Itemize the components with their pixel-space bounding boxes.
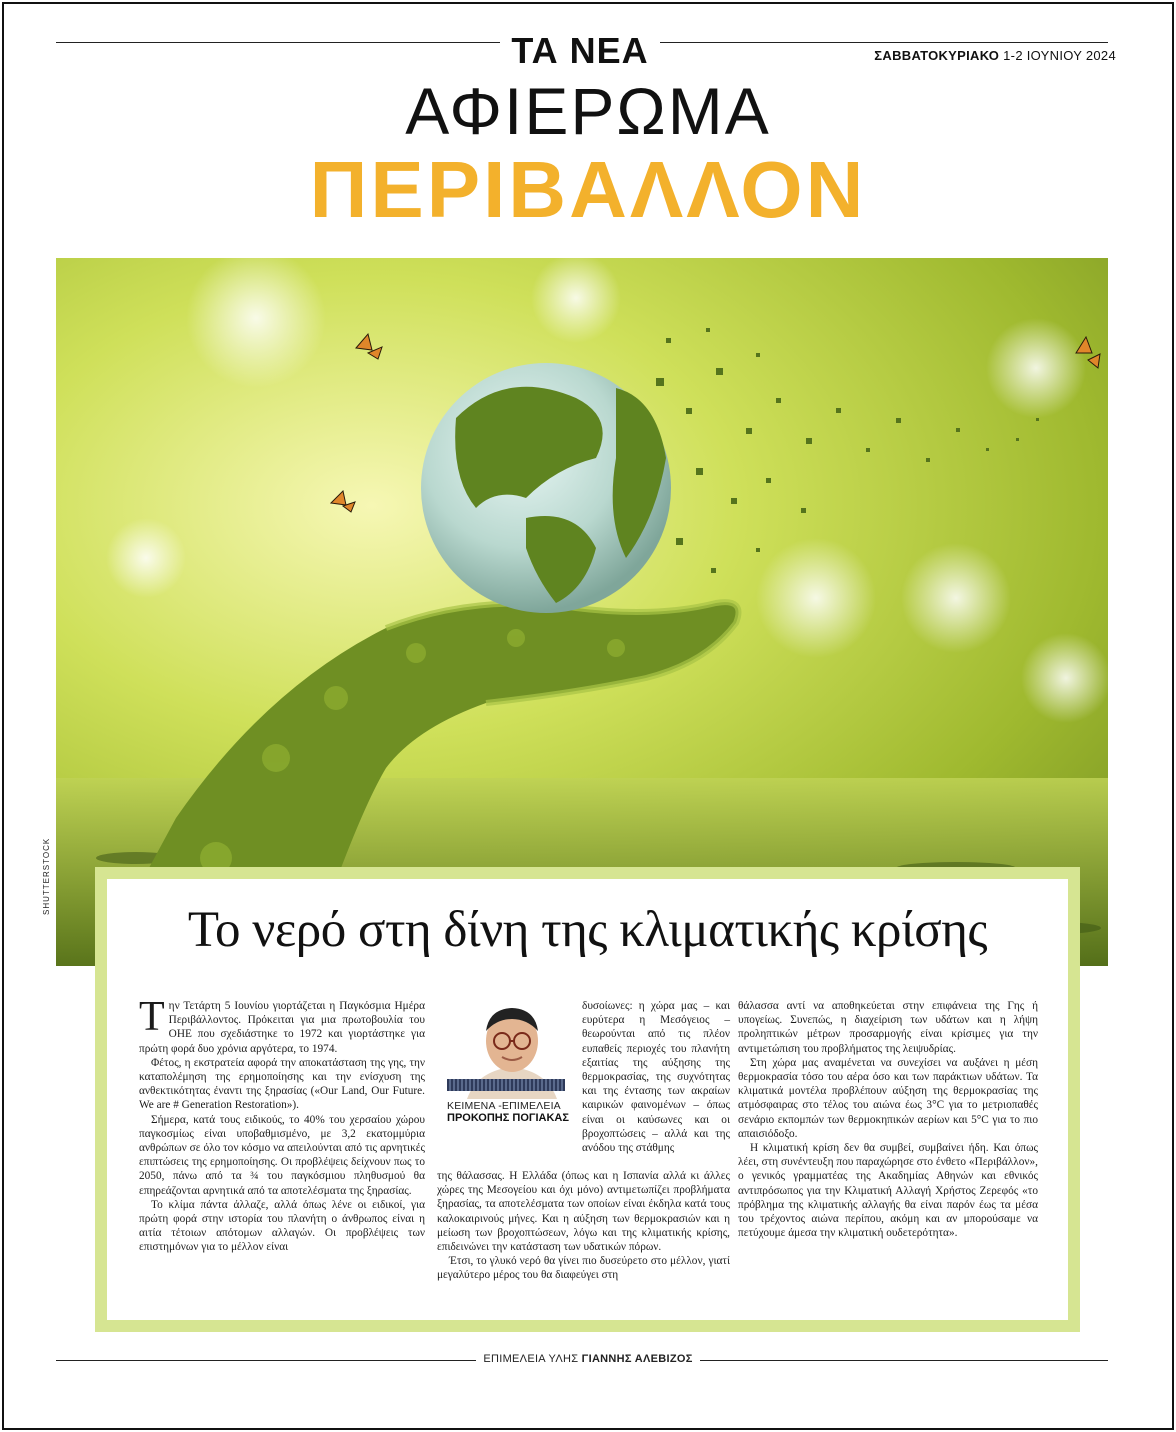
issue-day: ΣΑΒΒΑΤΟΚΥΡΙΑΚΟ bbox=[874, 48, 1000, 63]
masthead-rule-left bbox=[56, 42, 500, 43]
byline-name: ΠΡΟΚΟΠΗΣ ΠΟΓΙΑΚΑΣ bbox=[447, 1112, 569, 1124]
byline-bar bbox=[447, 1079, 565, 1091]
footer-label: ΕΠΙΜΕΛΕΙΑ ΥΛΗΣ bbox=[483, 1353, 579, 1365]
newspaper-brand: ΤΑ ΝΕΑ bbox=[511, 30, 649, 71]
globe-in-hand-illustration bbox=[56, 258, 1108, 966]
paragraph: Στη χώρα μας αναμένεται να συνεχίσει να αυξάνει η μέση θερμοκρασία τόσο του αέρα όσο και των παράκτιων υδάτων. Τα κλιματικά μοντέλα προβλέπουν αύξηση της θερμοκρασίας της ατμόσφαιρας στο τέλος του αιώνα έως 3°C για το μετριοπαθές σενάριο εκπομπών των θερμοκηπικών αερίων και 5°C για το πιο απαισιόδοξο. bbox=[738, 1056, 1038, 1140]
article-column-2 bbox=[437, 1169, 730, 1283]
page-footer bbox=[0, 1353, 1176, 1365]
article-headline: Το νερό στη δίνη της κλιματικής κρίσης bbox=[187, 902, 988, 958]
section-title: ΠΕΡΙΒΑΛΛΟΝ bbox=[309, 145, 867, 234]
paragraph: δυσοίωνες: η χώρα μας – και ευρύτερα η Μεσόγειος – θεωρούνται από τις πλέον ευπαθείς περιοχές του πλανήτη εξαιτίας της αύξησης της θερμοκρασίας, της συχνότητας και της έντασης των ακραίων καιρικών φαινομένων – όπως είναι οι καύσωνες και οι βροχοπτώσεις – αλλά και της ανόδου της στάθμης bbox=[582, 1000, 730, 1155]
article-card bbox=[95, 867, 1080, 1332]
paragraph: Φέτος, η εκστρατεία αφορά την αποκατάσταση της γης, την καταπολέμηση της ερημοποίησης και την ενίσχυση της ανθεκτικότητας έναντι της ξηρασίας («Our Land, Our Future. We are # Generation Restoration»). bbox=[139, 1056, 425, 1112]
paragraph: Το κλίμα πάντα άλλαζε, αλλά όπως λένε οι ειδικοί, για πρώτη φορά στην ιστορία του πλανήτη ο άνθρωπος είναι η αιτία τέτοιων απότομων αλλαγών. Οι προβλέψεις των επιστημόνων για το μέλλον είναι bbox=[139, 1198, 425, 1254]
paragraph: της θάλασσας. Η Ελλάδα (όπως και η Ισπανία αλλά κι άλλες χώρες της Μεσογείου και όχι μόνο) αντιμετωπίζει προβλήματα ξηρασίας, τα αποτελέσματα των οποίων είναι έκδηλα κατά τους καλοκαιρινούς μήνες. Και η αύξηση των θερμοκρασιών και η μείωση των βροχοπτώσεων, λόγω και της κλιματικής κρίσης, επιδεινώνει την κατάσταση των υδατικών πόρων. bbox=[437, 1170, 730, 1254]
article-column-3 bbox=[738, 999, 1038, 1240]
masthead-rule-right bbox=[660, 42, 1108, 43]
footer-editor-name: ΓΙΑΝΝΗΣ ΑΛΕΒΙΖΟΣ bbox=[581, 1353, 693, 1365]
hero-image bbox=[56, 258, 1108, 966]
paragraph: Η κλιματική κρίση δεν θα συμβεί, συμβαίνει ήδη. Και όπως λέει, στη συνέντευξη που παραχώρησε στο ένθετο «Περιβάλλον», ο γενικός γραμματέας της Ακαδημίας Αθηνών και εθνικός αντιπρόσωπος για την Κλιματική Αλλαγή Χρήστος Ζερεφός «το πρόβλημα της κλιματικής αλλαγής θα είναι παρόν έως τα μέσα του τρέχοντος αιώνα περίπου, ακόμη και αν μπορούσαμε να πετύχουμε άμεσα την κλιματική ουδετερότητα». bbox=[738, 1142, 1038, 1240]
drop-cap: Τ bbox=[139, 994, 165, 1040]
article-column-2-top bbox=[582, 999, 730, 1155]
issue-date bbox=[874, 48, 1116, 63]
paragraph: θάλασσα αντί να αποθηκεύεται στην επιφάνεια της Γης ή υπογείως. Συνεπώς, η διαχείριση των υδάτων και η λήψη προληπτικών μέτρων προσαρμογής είναι κρίσιμες για την αντιμετώπιση του προβλήματος της λειψυδρίας. bbox=[738, 1000, 1038, 1055]
section-kicker: ΑΦΙΕΡΩΜΑ bbox=[405, 74, 771, 148]
byline-role: ΚΕΙΜΕΝΑ -ΕΠΙΜΕΛΕΙΑ bbox=[447, 1100, 561, 1112]
article-column-1 bbox=[139, 994, 425, 1255]
paragraph: Την Τετάρτη 5 Ιουνίου γιορτάζεται η Παγκόσμια Ημέρα Περιβάλλοντος. Πρόκειται για μια πρωτοβουλία του ΟΗΕ που σχεδιάστηκε το 1972 και γιορτάστηκε για πρώτη φορά δυο χρόνια αργότερα, το 1974. bbox=[139, 994, 425, 1055]
paragraph: Έτσι, το γλυκό νερό θα γίνει πιο δυσεύρετο στο μέλλον, γιατί μεγαλύτερο μέρος του θα διαφεύγει στη bbox=[437, 1255, 730, 1282]
butterfly-icon bbox=[356, 334, 382, 359]
issue-date-text: 1-2 ΙΟΥΝΙΟΥ 2024 bbox=[1003, 48, 1116, 63]
paragraph: Σήμερα, κατά τους ειδικούς, το 40% του χερσαίου χώρου παγκοσμίως είναι υποβαθμισμένο, με 3,2 εκατομμύρια ανθρώπων σε όλο τον κόσμο να απειλούνται από τις αρνητικές επιπτώσεις της ερημοποίησης. Οι προβλέψεις δείχνουν πως το 2050, πάνω από τα ¾ του παγκόσμιου πληθυσμού θα επηρεάζονται αρνητικά από τα αποτελέσματα της ξηρασίας. bbox=[139, 1113, 425, 1197]
image-credit: SHUTTERSTOCK bbox=[42, 837, 51, 915]
footer-rule-right bbox=[700, 1360, 1108, 1361]
